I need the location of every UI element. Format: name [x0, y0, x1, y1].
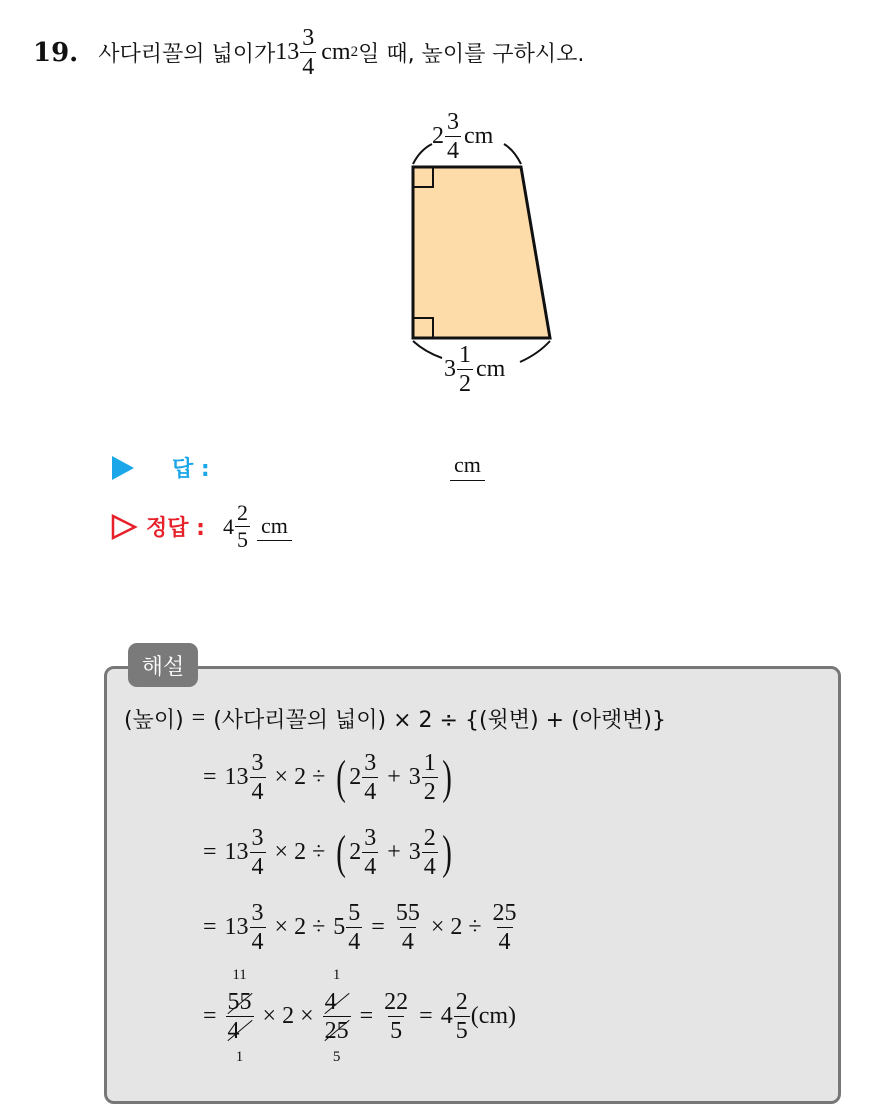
question-header: [33, 26, 584, 79]
question-text-before: 사다리꼴의 넓이가: [98, 42, 276, 67]
answer-row: [110, 452, 530, 482]
open-paren: (: [336, 750, 347, 804]
solution-line-3: = 13 $\frac{3}{4}$ × 2 ÷ ( 2 $\frac{3}{4}$ + 3 $\frac{2}{4}$ ): [203, 825, 452, 880]
correct-label: 정답 :: [146, 516, 205, 541]
correct-answer-row: [110, 502, 292, 551]
correct-unit: cm: [257, 513, 292, 541]
bottom-unit: cm: [476, 356, 506, 382]
line1-rhs: (사다리꼴의 넓이) × 2 ÷ {(윗변) + (아랫변)}: [213, 708, 666, 733]
correct-whole: 4: [222, 513, 234, 539]
bottom-den: 2: [459, 371, 471, 397]
top-length-brace-right: [504, 144, 521, 164]
question-text-after: 일 때, 높이를 구하시오.: [358, 42, 585, 67]
solution-line-5: = 11 55 4 1 × 2 × 1 4 25 5 = $\frac{22}{5}$ = 4 $\frac{2}{5}$ (cm): [203, 967, 517, 1065]
outline-triangle-icon: [110, 513, 138, 541]
close-paren: ): [441, 825, 452, 879]
top-side-label: [432, 110, 493, 163]
correct-den: 5: [236, 527, 248, 552]
line1-eq: =: [191, 705, 206, 731]
top-fraction: [445, 110, 461, 163]
area-unit: cm: [321, 39, 351, 65]
area-sup: 2: [350, 44, 359, 60]
solution-line-2: = 13 $\frac{3}{4}$ × 2 ÷ ( 2 $\frac{3}{4}$ + 3 $\frac{1}{2}$ ): [203, 750, 452, 805]
top-den: 4: [447, 138, 459, 164]
bottom-fraction: [457, 343, 473, 396]
area-den: 4: [302, 54, 315, 80]
top-length-brace: [413, 144, 432, 164]
area-num: 3: [302, 25, 315, 51]
trapezoid-shape: [413, 167, 550, 338]
question-number: 19.: [33, 37, 79, 68]
bottom-length-brace: [413, 341, 442, 358]
solution-line-4: = 13 $\frac{3}{4}$ × 2 ÷ 5 $\frac{5}{4}$ = $\frac{55}{4}$ × 2 ÷ $\frac{25}{4}$: [203, 900, 517, 955]
bottom-length-brace-right: [520, 341, 550, 362]
answer-label: 답 :: [172, 457, 210, 482]
correct-num: 2: [236, 500, 248, 525]
top-whole: 2: [432, 123, 444, 149]
filled-triangle-icon: [110, 455, 136, 481]
area-whole: 13: [275, 39, 300, 65]
cancelled-fraction-1: 11 55 4 1: [227, 967, 252, 1065]
bottom-side-label: [444, 343, 505, 396]
bottom-whole: 3: [444, 356, 456, 382]
top-num: 3: [447, 109, 459, 135]
solution-tab: 해설: [128, 643, 198, 687]
top-unit: cm: [464, 123, 494, 149]
solution-line-1: [124, 703, 666, 734]
bottom-num: 1: [459, 342, 471, 368]
correct-fraction: [235, 502, 250, 551]
answer-unit: cm: [450, 452, 485, 481]
cancelled-fraction-2: 1 4 25 5: [324, 967, 349, 1065]
open-paren: (: [336, 825, 347, 879]
close-paren: ): [441, 750, 452, 804]
area-fraction: [300, 26, 316, 79]
line1-lhs: (높이): [124, 708, 184, 733]
